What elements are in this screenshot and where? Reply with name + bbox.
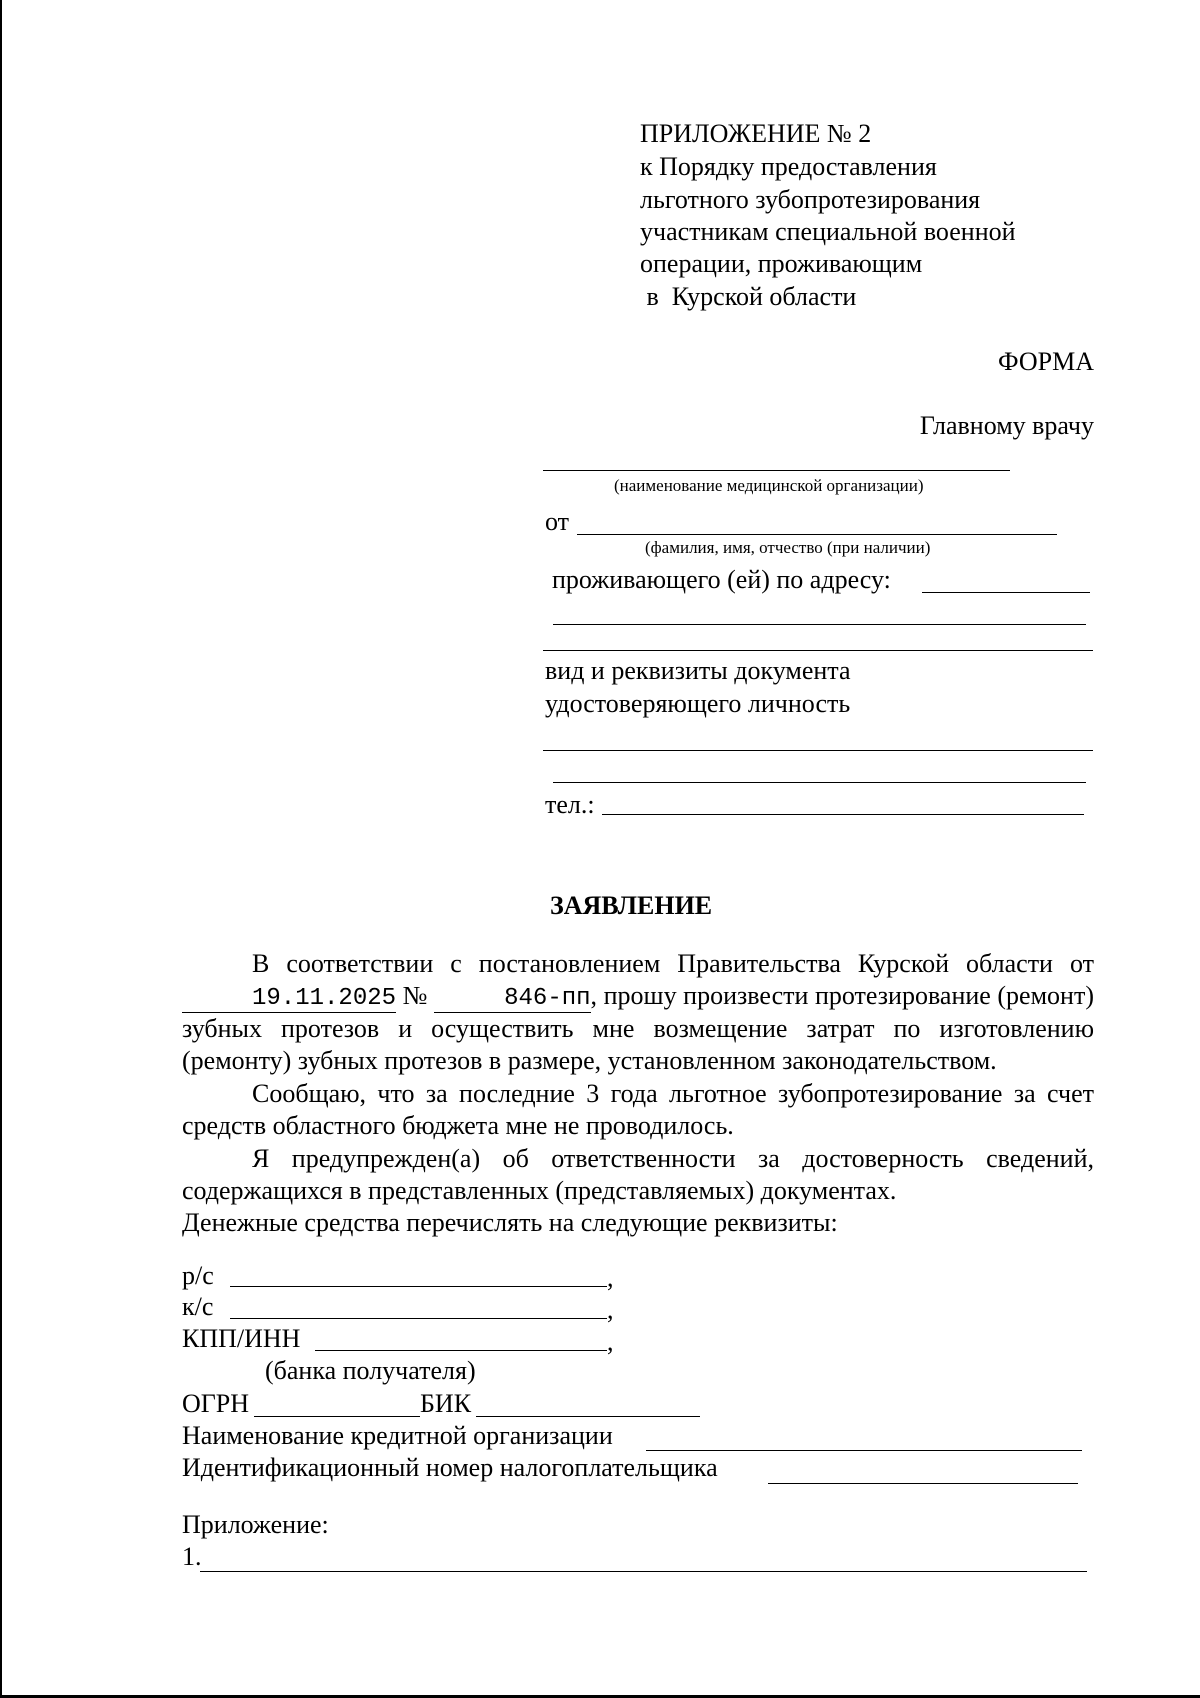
fio-line[interactable] xyxy=(577,534,1057,535)
appendix-line: в Курской области xyxy=(640,282,857,311)
address-label: проживающего (ей) по адресу: xyxy=(552,565,891,594)
attachment-item-line[interactable] xyxy=(200,1571,1087,1572)
paragraph-warning: Я предупрежден(а) об ответственности за достоверность сведений, содержащихся в представленных (представляемых) документах. xyxy=(182,1144,1094,1205)
taxpayer-id-label: Идентификационный номер налогоплательщика xyxy=(182,1453,718,1482)
bik-line[interactable] xyxy=(476,1416,700,1417)
id-doc-label: вид и реквизиты документа xyxy=(545,656,851,685)
address-line-3[interactable] xyxy=(543,650,1093,651)
bik-label: БИК xyxy=(420,1389,472,1418)
number-sign: № xyxy=(402,981,428,1010)
decree-date: 19.11.2025 xyxy=(182,986,396,1013)
form-label: ФОРМА xyxy=(998,347,1094,376)
page-border-left xyxy=(0,0,2,1698)
paragraph-decree-start: В соответствии с постановлением Правительства Курской области xyxy=(252,949,1053,978)
attachments-label: Приложение: xyxy=(182,1510,329,1539)
paragraph-decree-rest: , прошу произвести протезирование (ремонт) зубных протезов и осуществить мне возмещение затрат по изготовлению (ремонту) зубных протезов в размере, установленном законодательством. xyxy=(182,981,1094,1075)
taxpayer-id-line[interactable] xyxy=(768,1483,1078,1484)
attachment-item-number: 1. xyxy=(182,1542,202,1571)
appendix-line: операции, проживающим xyxy=(640,249,923,278)
kpp-inn-label: КПП/ИНН xyxy=(182,1324,301,1353)
appendix-line: льготного зубопротезирования xyxy=(640,185,981,214)
ks-label: к/с xyxy=(182,1292,214,1321)
credit-org-line[interactable] xyxy=(646,1450,1082,1451)
ks-line[interactable] xyxy=(230,1318,607,1319)
ks-comma: , xyxy=(607,1295,614,1324)
org-name-line[interactable] xyxy=(543,470,1010,471)
ogrn-line[interactable] xyxy=(254,1416,420,1417)
credit-org-label: Наименование кредитной организации xyxy=(182,1421,613,1450)
paragraph-decree xyxy=(182,948,1094,1077)
decree-number: 846-пп xyxy=(434,986,590,1013)
rs-comma: , xyxy=(607,1263,614,1292)
paragraph-no-prosthetics: Сообщаю, что за последние 3 года льготное зубопротезирование за счет средств областного бюджета мне не проводилось. xyxy=(182,1079,1094,1140)
id-doc-line-1[interactable] xyxy=(543,750,1093,751)
tel-label: тел.: xyxy=(545,790,595,819)
appendix-heading: ПРИЛОЖЕНИЕ № 2 xyxy=(640,119,872,148)
document-title: ЗАЯВЛЕНИЕ xyxy=(550,891,713,920)
tel-line[interactable] xyxy=(602,814,1084,815)
bank-caption: (банка получателя) xyxy=(265,1356,476,1385)
appendix-line: участникам специальной военной xyxy=(640,217,1016,246)
ogrn-label: ОГРН xyxy=(182,1389,250,1418)
fio-caption: (фамилия, имя, отчество (при наличии) xyxy=(645,538,931,557)
paragraph-payment: Денежные средства перечислять на следующие реквизиты: xyxy=(182,1208,838,1237)
addressee-to: Главному врачу xyxy=(919,411,1094,440)
kpp-inn-line[interactable] xyxy=(315,1350,607,1351)
id-doc-line-2[interactable] xyxy=(553,782,1086,783)
kpp-inn-comma: , xyxy=(607,1327,614,1356)
from-label: от xyxy=(545,507,570,536)
rs-line[interactable] xyxy=(230,1286,607,1287)
appendix-line: к Порядку предоставления xyxy=(640,152,937,181)
org-name-caption: (наименование медицинской организации) xyxy=(614,476,924,495)
address-line-1[interactable] xyxy=(922,592,1090,593)
paragraph-decree-ot: от xyxy=(1069,949,1094,978)
address-line-2[interactable] xyxy=(553,624,1086,625)
id-doc-label: удостоверяющего личность xyxy=(545,689,851,718)
rs-label: р/с xyxy=(182,1261,214,1290)
